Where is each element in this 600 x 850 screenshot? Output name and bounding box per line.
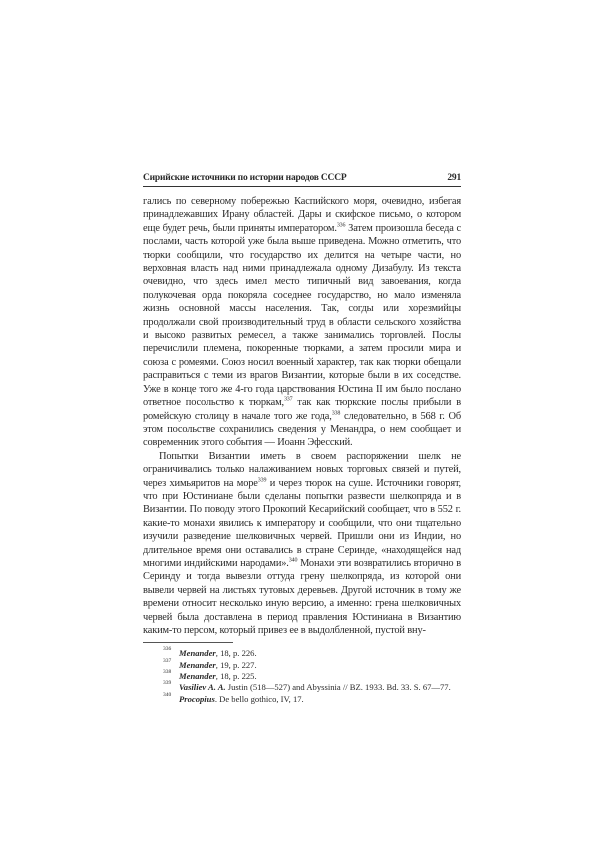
footnote-citation: . De bello gothico, IV, 17.	[214, 693, 304, 704]
footnote-text	[179, 660, 257, 671]
footnote-number: 336	[163, 646, 172, 653]
footnote-author: Menander	[179, 648, 216, 659]
paragraph-1-text-d: следовательно, в 568 г. Об этом посольстве сохранились сведения у Менандра, о нем сообщает и современник этого события — Иоанн Эфесский.	[143, 410, 462, 449]
paragraph-1-text-b: Затем произошла беседа с послами, часть которой уже была выше приведена. Можно отметить, что тюрки сообщили, что государство их делится на четыре части, но верховная власть над ними принадлежала одному Дизабулу. Из текста очевидно, что здесь имел место типичный вид завоевания, когда полукочевая орда покоряла соседнее государство, но мало изменяла жизнь основной массы населения. Так, согды или хорезмийцы продолжали свой производительный труд в области сельского хозяйства и высоко развитых ремесел, а также занимались торговлей. Послы перечислили племена, покоренные тюрками, а затем просили мира и союза с ромеями. Союз носил военный характер, так как тюрки обещали расправиться с теми из врагов Византии, которые были в их соседстве. Уже в конце того же 4-го года царствования Юстина II им было послано ответное посольство к тюркам,	[143, 222, 461, 409]
footnote-text	[179, 648, 257, 659]
book-page	[143, 173, 461, 705]
footnote-author: Procopius	[179, 693, 215, 704]
footnote-text	[179, 671, 257, 682]
footnote-ref-338: 338	[331, 410, 341, 417]
footnote-item	[163, 691, 461, 705]
footnote-number: 339	[163, 680, 172, 687]
paragraph-1-text-a: гались по северному побережью Каспийского моря, очевидно, избегая принадлежавших Ирану областей. Дары и скифское письмо, о котором еще будет речь, были приняты императором.	[143, 196, 461, 234]
paragraph-1	[143, 195, 461, 450]
footnote-item	[163, 648, 461, 659]
paragraph-2	[143, 450, 461, 638]
footnote-text	[179, 694, 304, 705]
footnote-ref-336: 336	[336, 222, 346, 229]
footnote-citation: Justin (518—527) and Abyssinia // BZ. 1933. Bd. 33. S. 67—77.	[225, 682, 451, 693]
paragraph-2-text-c: Монахи эти возвратились вторично в Серинду и тогда вывезли оттуда грену шелкопряда, из которой они вывели червей на листьях тутовых деревьев. Другой источник в тому же времени относит несколько иную версию, а именно: грена шелковичных червей была доставлена в период правления Юстиниана в Византию каким-то персом, который привез ее в выдолбленной, пустой вну-	[143, 557, 461, 636]
footnote-author: Menander	[179, 659, 216, 670]
footnote-item	[163, 657, 461, 671]
footnotes	[143, 648, 461, 704]
footnote-ref-339: 339	[257, 477, 267, 484]
running-head	[143, 173, 461, 187]
footnote-text	[179, 682, 451, 693]
main-text	[143, 195, 461, 637]
running-head-title: Сирийские источники по истории народов СССР	[143, 173, 347, 183]
footnote-number: 337	[163, 657, 172, 664]
footnote-citation: , 18, p. 225.	[215, 671, 257, 681]
paragraph-1-text-c: так как тюркские послы прибыли в ромейскую столицу в начале того же года,	[143, 397, 461, 422]
footnote-number: 338	[163, 669, 172, 675]
footnote-ref-337: 337	[283, 396, 293, 403]
footnote-author: Vasiliev A. A.	[179, 682, 226, 693]
footnote-author: Menander	[179, 671, 216, 681]
footnote-citation: , 18, p. 226.	[215, 648, 257, 659]
paragraph-2-text-a: Попытки Византии иметь в своем распоряжении шелк не ограничивались только налаживанием новых торговых связей и путей, через химьяритов на море	[143, 450, 461, 489]
page-number: 291	[447, 173, 461, 183]
footnote-item	[163, 671, 461, 682]
footnote-ref-340: 340	[288, 557, 298, 564]
footnote-number: 340	[163, 691, 172, 698]
paragraph-2-text-b: и через тюрок на суше. Источники говорят, что при Юстиниане были сделаны попытки развести шелкопряда и в Византии. По поводу этого Прокопий Кесарийский сообщает, что в 552 г. какие-то монахи явились к императору и сообщили, что они тщательно изучили разведение шелковичных червей. Пришли они из Индии, но длительное время они оставались в стране Серинде, «находящейся над многими индийскими народами».	[143, 477, 462, 569]
footnote-item	[163, 682, 461, 693]
footnote-citation: , 19, p. 227.	[215, 659, 257, 670]
footnote-divider	[143, 642, 233, 643]
